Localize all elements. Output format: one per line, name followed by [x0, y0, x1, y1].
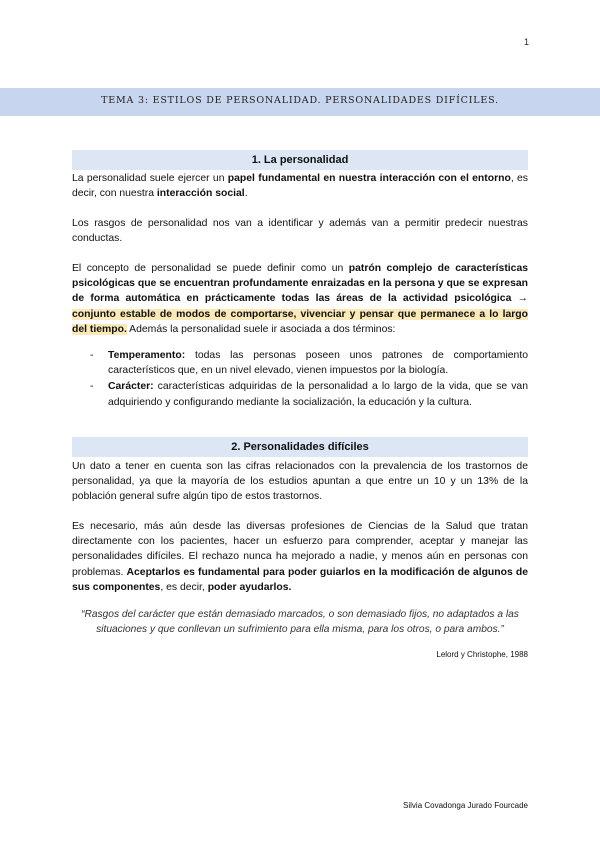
document-title: TEMA 3: ESTILOS DE PERSONALIDAD. PERSONALIDADES DIFÍCILES.	[101, 95, 499, 106]
bold-run: patrón complejo de características psicológicas que se encuentran profundamente enraizadas en la persona y que se expresan de forma automática en prácticamente todas las áreas de la actividad psicológica	[72, 263, 528, 305]
text-run: .	[244, 188, 248, 200]
bullet-text: características adquiridas de la personalidad a lo largo de la vida, que se van adquiriendo y configurando mediante la socialización, la educación y la cultura.	[108, 381, 528, 408]
text-run: , es decir,	[160, 581, 208, 593]
bold-run: papel fundamental en nuestra interacción con el entorno	[227, 173, 511, 184]
text-run: El concepto de personalidad se puede definir como un	[72, 263, 349, 274]
bullet-list	[72, 348, 528, 411]
bullet-dash: -	[90, 350, 94, 361]
bullet-dash: -	[90, 381, 94, 393]
page-number: 1	[523, 37, 529, 47]
highlighted-bold-run: conjunto estable de modos de comportarse, vivenciar y pensar que permanece a lo largo del tiempo.	[72, 308, 528, 335]
paragraph-interaccion	[72, 171, 528, 201]
list-item-caracter	[72, 379, 528, 409]
paragraph-prevalencia: Un dato a tener en cuenta son las cifras relacionados con la prevalencia de los trastornos de personalidad, ya que la mayoría de los estudios apuntan a que entre un 10 y un 13% de la población general sufre algún tipo de estos trastornos.	[72, 461, 528, 503]
quote-attribution: Lelord y Christophe, 1988	[436, 650, 528, 659]
quote: “Rasgos del carácter que están demasiado marcados, o son demasiado fijos, no adaptados a las situaciones y que conllevan un sufrimiento para ella misma, para los otros, o para ambos.”	[81, 609, 519, 636]
paragraph-rasgos: Los rasgos de personalidad nos van a identificar y además van a permitir predecir nuestras conductas.	[72, 218, 528, 245]
bullet-text: todas las personas poseen unos patrones de comportamiento característicos que, en un nivel elevado, vienen impuestos por la biología.	[108, 350, 528, 377]
text-run: Además la personalidad suele ir asociada a dos términos:	[126, 323, 396, 335]
bullet-term: Carácter:	[108, 381, 154, 393]
bold-run: Aceptarlos es fundamental para poder guiarlos en la modificación de algunos de sus componentes	[72, 566, 528, 593]
text-run: La personalidad suele ejercer un	[72, 173, 228, 184]
bold-run: interacción social	[156, 188, 245, 200]
section-heading-dificiles: 2. Personalidades difíciles	[72, 437, 528, 457]
bold-run: poder ayudarlos.	[207, 581, 292, 593]
text-run: Es necesario, más aún desde las diversas profesiones de Ciencias de la Salud que tratan directamente con los pacientes, hacer un esfuerzo para comprender, aceptar y manejar las personalidades difíciles. El rechazo nunca ha mejorado a nadie, y menos aún en personas con problemas.	[72, 521, 528, 578]
list-item-temperamento	[72, 348, 528, 378]
paragraph-aceptarlos	[72, 519, 528, 595]
footer-author: Silvia Covadonga Jurado Fourcade	[403, 801, 528, 810]
bullet-term: Temperamento:	[108, 350, 186, 361]
arrow-run: →	[511, 293, 528, 305]
paragraph-concepto	[72, 261, 528, 337]
section-heading-personalidad: 1. La personalidad	[72, 150, 528, 170]
text-run: , es decir, con nuestra	[72, 173, 528, 200]
